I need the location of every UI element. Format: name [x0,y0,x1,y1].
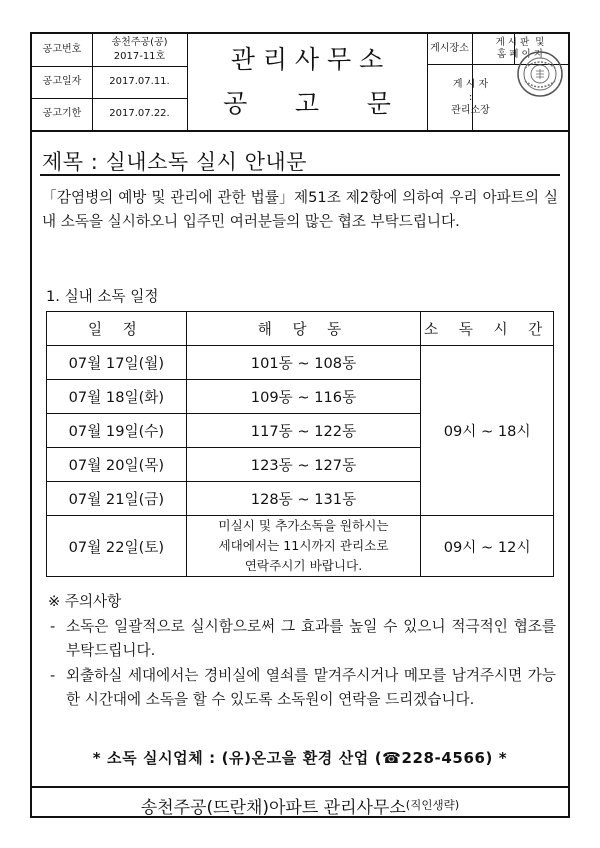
weekday-time: 09시 ~ 18시 [421,346,554,516]
row-date: 07월 19일(수) [47,414,187,448]
header-date: 일 정 [47,312,187,346]
header-buildings: 해 당 동 [186,312,421,346]
document-title: 제목 : 실내소독 실시 안내문 [42,150,307,174]
caution-text: 외출하실 세대에서는 경비실에 열쇠를 맡겨주시거나 메모를 남겨주시면 가능한 시간대에 소독을 할 수 있도록 소독원이 연락을 드리겠습니다. [66,666,556,708]
row-buildings: 128동 ~ 131동 [186,482,421,516]
caution-text: 소독은 일괄적으로 실시함으로써 그 효과를 높일 수 있으니 적극적인 협조를 부탁드립니다. [66,617,556,659]
poster-line2: : [468,91,473,103]
row-buildings: 117동 ~ 122동 [186,414,421,448]
official-seal [516,50,564,98]
notice-title: 공 고 문 [223,89,391,118]
post-place-label: 게시장소 [430,43,469,54]
footer-signature [32,786,568,822]
contractor-line: * 소독 실시업체 : (유)온고을 환경 산업 (☎228-4566) * [92,749,508,767]
date-label: 공고일자 [42,76,82,87]
saturday-note-line2: 세대에서는 11시까지 관리소로 [218,538,389,553]
notice-header [32,34,568,132]
caution-item [46,664,556,713]
saturday-time: 09시 ~ 12시 [421,516,554,577]
date-value: 2017.07.11. [109,76,170,87]
table-row [47,346,554,380]
poster-line3: 관리소장 [451,104,490,116]
post-place-line1: 게 시 판 및 [495,37,545,48]
row-date: 07월 20일(목) [47,448,187,482]
cautions-heading: ※ 주의사항 [48,593,122,610]
notice-page [30,32,570,818]
schedule-header-row [47,312,554,346]
dash-icon: - [50,617,56,635]
intro-paragraph: 「감염병의 예방 및 관리에 관한 법률」제51조 제2항에 의하여 우리 아파트의 실내 소독을 실시하오니 입주민 여러분들의 많은 협조 부탁드립니다. [42,189,558,230]
footer-seal-omitted: (직인생략) [405,798,460,812]
dash-icon: - [50,666,56,684]
poster-line1: 게 시 자 [452,78,489,90]
row-date: 07월 22일(토) [47,516,187,577]
header-time: 소 독 시 간 [421,312,554,346]
poster-label [427,64,514,130]
row-buildings: 101동 ~ 108동 [186,346,421,380]
saturday-note [186,516,421,577]
caution-item [46,615,556,664]
cautions [46,590,556,713]
footer-office: 송천주공(뜨란채)아파트 관리사무소 [140,797,406,818]
office-title: 관 리 사 무 소 [230,45,384,74]
table-row-saturday [47,516,554,577]
deadline-value: 2017.07.22. [109,108,170,119]
row-date: 07월 17일(월) [47,346,187,380]
notice-no-value-line2: 2017-11호 [113,51,166,62]
section-heading: 1. 실내 소독 일정 [46,288,159,305]
title-rule [40,174,560,176]
row-date: 07월 18일(화) [47,380,187,414]
notice-no-label: 공고번호 [42,44,82,55]
saturday-note-line1: 미실시 및 추가소독을 원하시는 [218,518,389,533]
row-buildings: 109동 ~ 116동 [186,380,421,414]
row-buildings: 123동 ~ 127동 [186,448,421,482]
row-date: 07월 21일(금) [47,482,187,516]
deadline-label: 공고기한 [42,108,82,119]
saturday-note-line3: 연락주시기 바랍니다. [244,558,363,573]
notice-no-value-line1: 송천주공(공) [111,37,168,48]
notice-no-value [92,34,187,66]
post-place-line2: 홈 페 이 지 [497,49,543,60]
schedule-table [46,311,554,577]
